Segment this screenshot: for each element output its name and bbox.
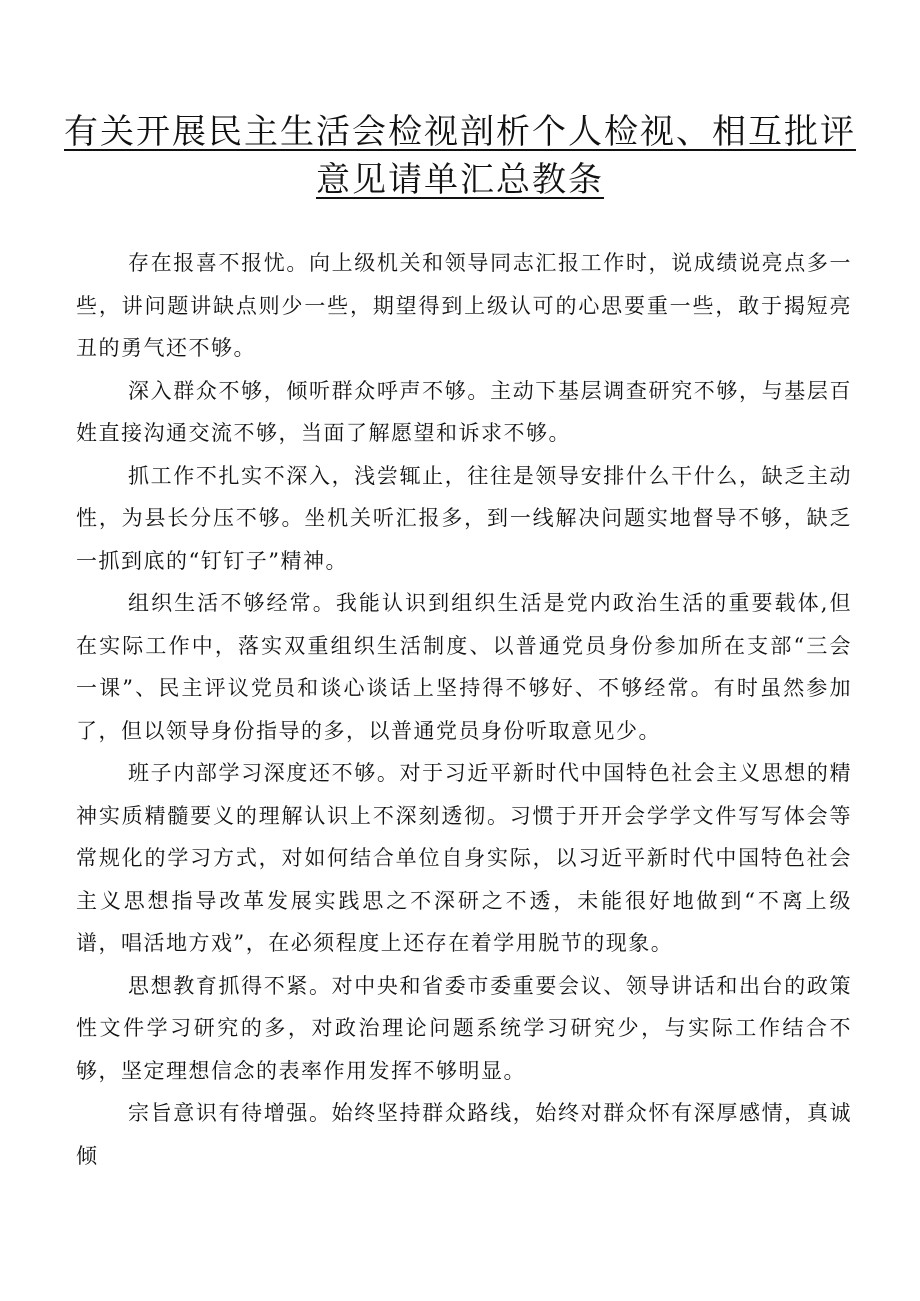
paragraph-1: 存在报喜不报忧。向上级机关和领导同志汇报工作时，说成绩说亮点多一些，讲问题讲缺点则少一些，期望得到上级认可的心思要重一些，敢于揭短亮丑的勇气还不够。 xyxy=(76,251,852,360)
paragraph-3: 抓工作不扎实不深入，浅尝辄止，往往是领导安排什么干什么，缺乏主动性，为县长分压不够。坐机关听汇报多，到一线解决问题实地督导不够，缺乏一抓到底的“钉钉子”精神。 xyxy=(76,463,852,573)
paragraph-7: 宗旨意识有待增强。始终坚持群众路线，始终对群众怀有深厚感情，真诚倾 xyxy=(76,1101,852,1168)
document-body xyxy=(76,242,852,1177)
document-title-text: 有关开展民主生活会检视剖析个人检视、相互批评意见请单汇总教条 xyxy=(64,112,856,200)
document-title xyxy=(60,108,860,204)
paragraph-5: 班子内部学习深度还不够。对于习近平新时代中国特色社会主义思想的精神实质精髓要义的理解认识上不深刻透彻。习惯于开开会学学文件写写体会等常规化的学习方式，对如何结合单位自身实际，以习近平新时代中国特色社会主义思想指导改革发展实践思之不深研之不透，未能很好地做到“不离上级谱，唱活地方戏”，在必须程度上还存在着学用脱节的现象。 xyxy=(76,761,852,955)
paragraph-4: 组织生活不够经常。我能认识到组织生活是党内政治生活的重要载体,但在实际工作中，落实双重组织生活制度、以普通党员身份参加所在支部“三会一课”、民主评议党员和谈心谈话上坚持得不够好、不够经常。有时虽然参加了，但以领导身份指导的多，以普通党员身份听取意见少。 xyxy=(76,591,852,743)
paragraph-6: 思想教育抓得不紧。对中央和省委市委重要会议、领导讲话和出台的政策性文件学习研究的多，对政治理论问题系统学习研究少，与实际工作结合不够，坚定理想信念的表率作用发挥不够明显。 xyxy=(76,973,852,1083)
paragraph-2: 深入群众不够，倾听群众呼声不够。主动下基层调查研究不够，与基层百姓直接沟通交流不够，当面了解愿望和诉求不够。 xyxy=(76,378,852,445)
